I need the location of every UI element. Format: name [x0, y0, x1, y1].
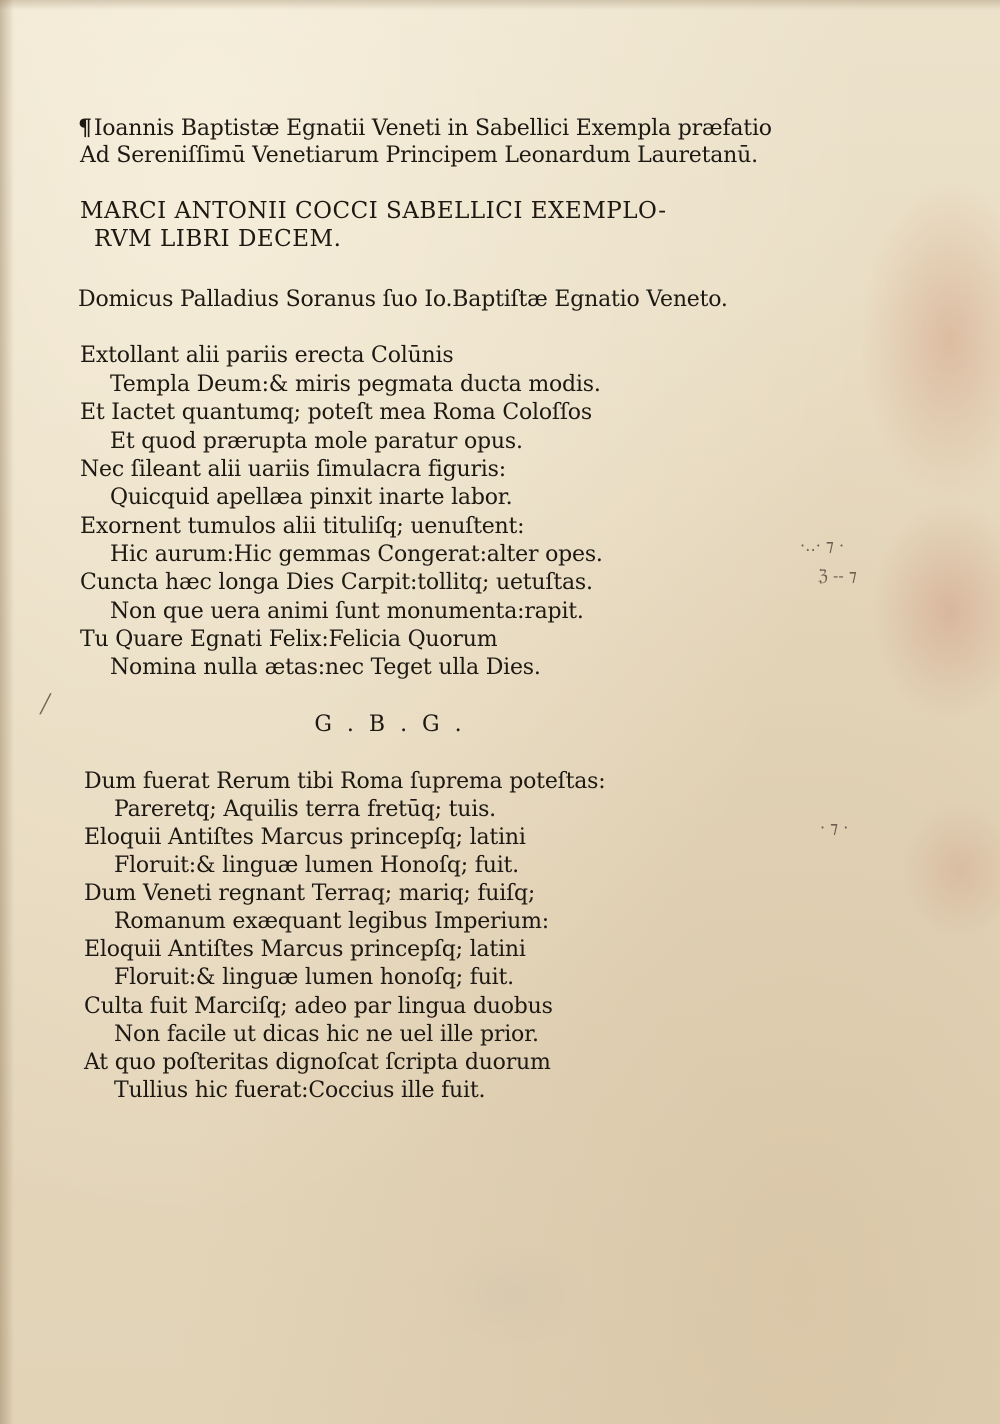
poem1-line: Nomina nulla ætas:nec Teget ulla Dies. — [110, 655, 541, 680]
poem1-line: Et quod prærupta mole paratur opus. — [110, 429, 523, 454]
pilcrow-mark: ¶ — [78, 115, 92, 141]
poem2-line: Dum Veneti regnant Terraq; mariq; fuiſq; — [84, 881, 536, 906]
paper-stain — [860, 180, 1000, 500]
dedication-line: Domicus Palladius Soranus ſuo Io.Baptiſtæ Egnatio Veneto. — [78, 287, 728, 312]
poem2-line: Eloquii Antiſtes Marcus princepſq; latini — [84, 825, 526, 850]
poem2-line: Floruit:& linguæ lumen honoſq; fuit. — [114, 965, 514, 990]
poem1-line: Extollant alii pariis erecta Colūnis — [80, 343, 454, 368]
poem2-line: Tullius hic fuerat:Coccius ille fuit. — [114, 1078, 486, 1103]
poem2-line: Dum fuerat Rerum tibi Roma ſuprema poteſtas: — [84, 769, 606, 794]
poem2-line: Pareretq; Aquilis terra fretūq; tuis. — [114, 797, 496, 822]
poem1-line: Nec ſileant alii uariis ſimulacra figuris: — [80, 457, 506, 482]
poem2-line: Eloquii Antiſtes Marcus princepſq; latini — [84, 937, 526, 962]
poem1-line: Et Iactet quantumq; poteſt mea Roma Coloſſos — [80, 400, 592, 425]
poem2-line: Culta fuit Marciſq; adeo par lingua duobus — [84, 994, 553, 1019]
paper-stain — [440, 1240, 590, 1350]
poem1-line: Hic aurum:Hic gemmas Congerat:alter opes. — [110, 542, 603, 567]
author-initials: G . B . G . — [314, 712, 466, 737]
paper-stain — [900, 800, 1000, 940]
paper-stain — [870, 500, 1000, 720]
poem1-line: Tu Quare Egnati Felix:Felicia Quorum — [80, 627, 498, 652]
marginal-annotation-mark: · ⁊ · — [820, 818, 849, 837]
poem2-line: Floruit:& linguæ lumen Honoſq; fuit. — [114, 853, 519, 878]
page-edge-shadow — [0, 0, 14, 1424]
poem2-line: Romanum exæquant legibus Imperium: — [114, 909, 550, 934]
book-title-line-2: RVM LIBRI DECEM. — [94, 226, 342, 252]
poem1-line: Exornent tumulos alii tituliſq; uenuſtent: — [80, 514, 525, 539]
poem2-line: Non facile ut dicas hic ne uel ille prior. — [114, 1022, 539, 1047]
preface-line-1 — [78, 114, 772, 143]
poem1-line: Non que uera animi ſunt monumenta:rapit. — [110, 599, 584, 624]
marginal-annotation-mark: ℨ -- ⁊ — [818, 566, 857, 585]
preface-text-1: Ioannis Baptistæ Egnatii Veneti in Sabellici Exempla præfatio — [93, 116, 772, 141]
page-top-shadow — [0, 0, 1000, 10]
preface-line-2: Ad Sereniſſimū Venetiarum Principem Leonardum Lauretanū. — [80, 143, 758, 168]
poem1-line: Quicquid apellæa pinxit inarte labor. — [110, 485, 513, 510]
book-title-line-1: MARCI ANTONII COCCI SABELLICI EXEMPLO- — [80, 198, 667, 224]
poem1-line: Cuncta hæc longa Dies Carpit:tollitq; uetuſtas. — [80, 570, 593, 595]
marginal-annotation-mark: ·‥· ⁊ · — [800, 536, 845, 555]
poem2-line: At quo poſteritas dignoſcat ſcripta duorum — [84, 1050, 551, 1075]
poem1-line: Templa Deum:& miris pegmata ducta modis. — [110, 372, 601, 397]
margin-mark: ╱ — [40, 694, 51, 715]
